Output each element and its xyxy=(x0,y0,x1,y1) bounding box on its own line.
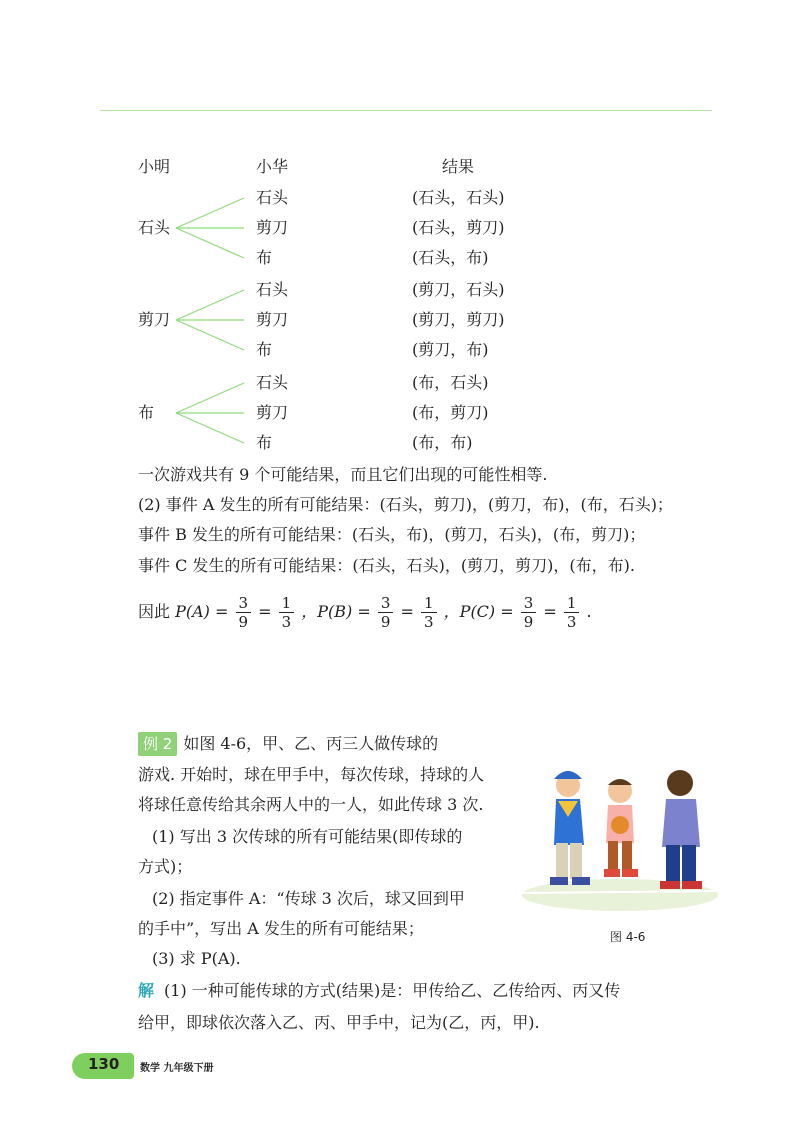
prob-b-label: ，P(B) = xyxy=(301,602,371,621)
prob-c-label: ，P(C) = xyxy=(443,602,514,621)
figure-caption: 图 4-6 xyxy=(610,930,646,944)
header-xiaoming: 小明 xyxy=(138,157,171,176)
result: (剪刀，石头) xyxy=(412,280,505,299)
second-choice: 石头 xyxy=(256,373,289,392)
prob-prefix: 因此 xyxy=(138,602,171,621)
second-choice: 布 xyxy=(256,340,273,359)
text-line: (2) 事件 A 发生的所有可能结果：(石头，剪刀)，(剪刀，布)，(布，石头)； xyxy=(138,495,673,514)
result: (布，石头) xyxy=(412,373,489,392)
first-choice: 剪刀 xyxy=(138,310,171,329)
solution-line: 解 (1) 一种可能传球的方式(结果)是：甲传给乙、乙传给丙、丙又传 xyxy=(138,981,621,1000)
example-line: 将球任意传给其余两人中的一人，如此传球 3 次. xyxy=(138,795,484,814)
result: (剪刀，剪刀) xyxy=(412,310,505,329)
fraction: $\frac{3}{9}$ xyxy=(378,594,394,631)
book-title: 数学 九年级下册 xyxy=(140,1063,214,1074)
second-choice: 剪刀 xyxy=(256,403,289,422)
header-result: 结果 xyxy=(442,157,475,176)
example-badge: 例 2 xyxy=(138,732,177,756)
example-line: 方式)； xyxy=(138,857,193,876)
result: (布，剪刀) xyxy=(412,403,489,422)
example-line: 游戏. 开始时，球在甲手中，每次传球，持球的人 xyxy=(138,765,485,784)
second-choice: 石头 xyxy=(256,280,289,299)
children-ball-illustration xyxy=(520,755,720,915)
fraction: $\frac{3}{9}$ xyxy=(521,594,537,631)
result: (布，布) xyxy=(412,433,473,452)
second-choice: 石头 xyxy=(256,188,289,207)
fraction: $\frac{1}{3}$ xyxy=(421,594,437,631)
header-xiaohua: 小华 xyxy=(256,157,289,176)
fraction: $\frac{1}{3}$ xyxy=(564,594,580,631)
fraction: $\frac{1}{3}$ xyxy=(279,594,295,631)
second-choice: 布 xyxy=(256,433,273,452)
example-line: 例 2 如图 4-6，甲、乙、丙三人做传球的 xyxy=(138,732,438,756)
text-line: 一次游戏共有 9 个可能结果，而且它们出现的可能性相等. xyxy=(138,465,548,484)
tree-diagram xyxy=(0,0,800,480)
second-choice: 剪刀 xyxy=(256,218,289,237)
text-line: 事件 C 发生的所有可能结果：(石头，石头)，(剪刀，剪刀)，(布，布). xyxy=(138,556,635,575)
result: (石头，剪刀) xyxy=(412,218,505,237)
page-number: 130 xyxy=(88,1055,120,1073)
fraction: $\frac{3}{9}$ xyxy=(236,594,252,631)
first-choice: 布 xyxy=(138,403,155,422)
result: (石头，石头) xyxy=(412,188,505,207)
example-line: (1) 写出 3 次传球的所有可能结果(即传球的 xyxy=(152,827,463,846)
probability-line: 因此 P(A) = $\frac{3}{9}$ = $\frac{1}{3}$ ，P(B) = $\frac{3}{9}$ = $\frac{1}{3}$ ，P(C) = $\frac{3}{9}$ = $\frac{1}{3}$ . xyxy=(138,594,592,631)
second-choice: 布 xyxy=(256,248,273,267)
result: (剪刀，布) xyxy=(412,340,489,359)
second-choice: 剪刀 xyxy=(256,310,289,329)
text-line: 事件 B 发生的所有可能结果：(石头，布)，(剪刀，石头)，(布，剪刀)； xyxy=(138,525,646,544)
solution-label: 解 xyxy=(138,981,155,1000)
example-line: (3) 求 P(A). xyxy=(152,949,241,968)
first-choice: 石头 xyxy=(138,218,171,237)
solution-line: 给甲，即球依次落入乙、丙、甲手中，记为(乙，丙，甲). xyxy=(138,1013,540,1032)
example-line: 的手中”，写出 A 发生的所有可能结果； xyxy=(138,919,424,938)
prob-a-label: P(A) = xyxy=(175,602,229,621)
result: (石头，布) xyxy=(412,248,489,267)
example-line: (2) 指定事件 A：“传球 3 次后，球又回到甲 xyxy=(152,889,465,908)
